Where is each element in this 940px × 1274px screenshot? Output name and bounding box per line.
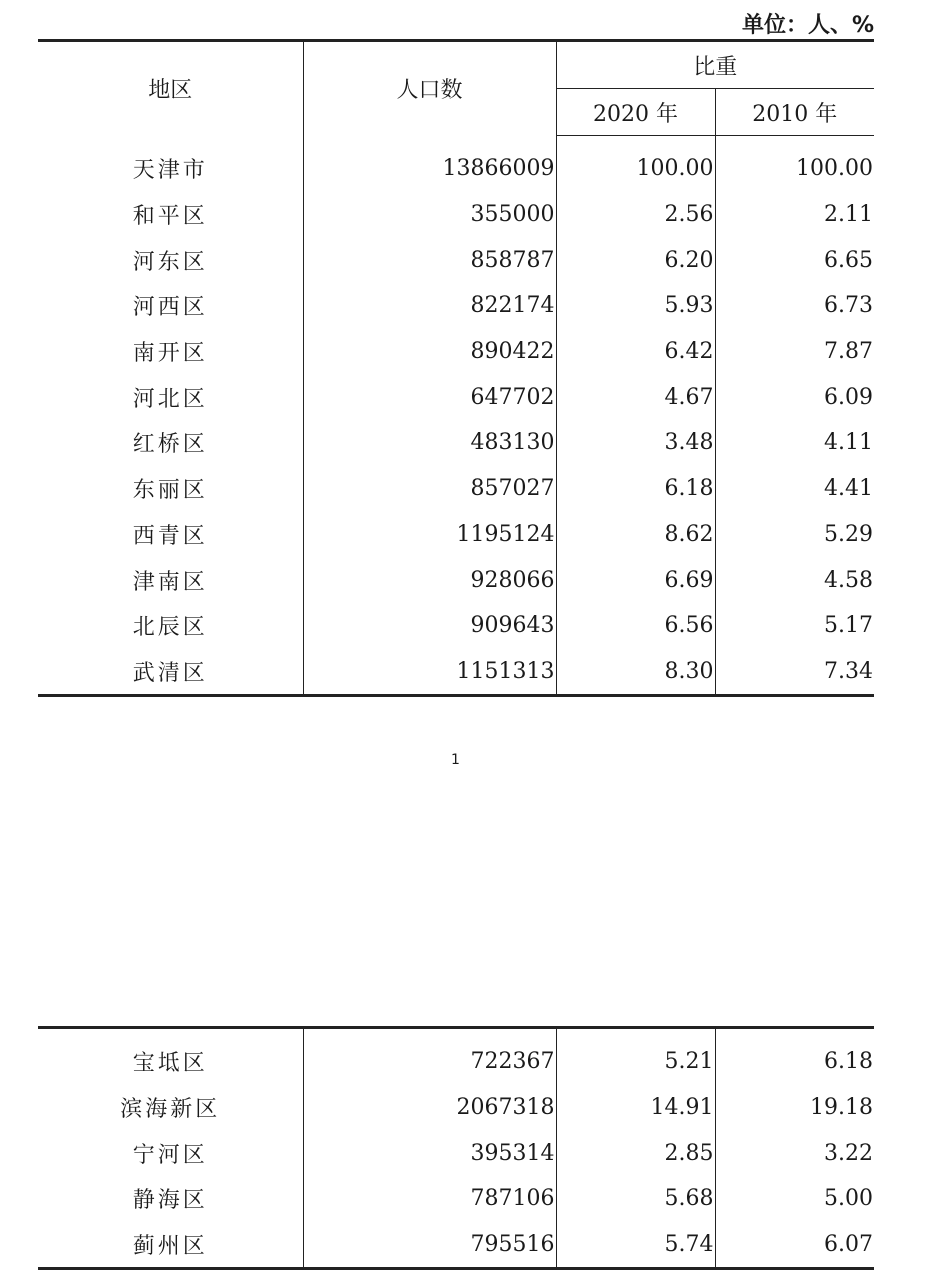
- table-row: [38, 192, 874, 238]
- share-2010-cell: 6.65: [824, 247, 874, 273]
- table-row: [38, 512, 874, 558]
- region-cell: 宝坻区: [38, 1028, 303, 1085]
- region-cell: 河北区: [38, 374, 303, 420]
- population-table-page1: [38, 39, 874, 697]
- share-2020-cell: 6.56: [556, 603, 715, 649]
- share-2020-cell: 100.00: [556, 136, 715, 192]
- region-cell: 河东区: [38, 237, 303, 283]
- share-2020-cell: 2.56: [556, 192, 715, 238]
- population-table-page2: [38, 1026, 874, 1270]
- region-cell: 西青区: [38, 512, 303, 558]
- share-2010-cell: 6.73: [824, 293, 874, 319]
- table-row: [38, 466, 874, 512]
- population-cell: 795516: [303, 1222, 556, 1269]
- region-cell: 和平区: [38, 192, 303, 238]
- share-2020-cell: 6.20: [556, 237, 715, 283]
- region-cell: 天津市: [38, 136, 303, 192]
- table-row: [38, 420, 874, 466]
- population-cell: 1151313: [303, 649, 556, 696]
- share-2020-cell: 6.18: [556, 466, 715, 512]
- share-2010-cell: 4.11: [824, 430, 874, 456]
- population-cell: 722367: [303, 1028, 556, 1085]
- share-2020-cell: 3.48: [556, 420, 715, 466]
- population-cell: 787106: [303, 1176, 556, 1222]
- header-share: 比重: [556, 41, 874, 89]
- share-2020-cell: 4.67: [556, 374, 715, 420]
- header-year-2020: 2020 年: [556, 89, 715, 136]
- table-row: [38, 136, 874, 192]
- region-cell: 红桥区: [38, 420, 303, 466]
- share-2010-cell: 5.17: [824, 613, 874, 639]
- share-2020-cell: 8.30: [556, 649, 715, 696]
- table-row: [38, 1028, 874, 1085]
- share-2010-cell: 4.41: [824, 476, 874, 502]
- share-2010-cell: 2.11: [824, 202, 874, 228]
- table-row: [38, 603, 874, 649]
- unit-label: 单位：人、%: [741, 13, 874, 38]
- region-cell: 宁河区: [38, 1130, 303, 1176]
- share-2020-cell: 6.42: [556, 329, 715, 375]
- share-2020-cell: 5.21: [556, 1028, 715, 1085]
- share-2020-cell: 5.93: [556, 283, 715, 329]
- population-cell: 647702: [303, 374, 556, 420]
- share-2010-cell: 3.22: [824, 1140, 873, 1166]
- region-cell: 武清区: [38, 649, 303, 696]
- table-row: [38, 374, 874, 420]
- table-row: [38, 557, 874, 603]
- table-row: [38, 283, 874, 329]
- population-cell: 857027: [303, 466, 556, 512]
- header-region: 地区: [38, 41, 303, 136]
- population-cell: 2067318: [303, 1085, 556, 1131]
- share-2020-cell: 5.74: [556, 1222, 715, 1269]
- region-cell: 东丽区: [38, 466, 303, 512]
- table-row: [38, 1176, 874, 1222]
- population-cell: 355000: [303, 192, 556, 238]
- region-cell: 南开区: [38, 329, 303, 375]
- table1-body: [38, 136, 874, 696]
- share-2020-cell: 14.91: [556, 1085, 715, 1131]
- share-2010-cell: 100.00: [796, 156, 874, 182]
- share-2010-cell: 5.00: [824, 1186, 873, 1212]
- share-2010-cell: 19.18: [810, 1095, 873, 1121]
- table-row: [38, 1085, 874, 1131]
- share-2020-cell: 5.68: [556, 1176, 715, 1222]
- population-cell: 909643: [303, 603, 556, 649]
- share-2010-cell: 6.09: [824, 384, 874, 410]
- share-2010-cell: 6.07: [824, 1232, 873, 1258]
- table-row: [38, 237, 874, 283]
- region-cell: 河西区: [38, 283, 303, 329]
- population-cell: 822174: [303, 283, 556, 329]
- population-cell: 483130: [303, 420, 556, 466]
- table-row: [38, 1222, 874, 1269]
- share-2010-cell: 5.29: [824, 521, 874, 547]
- region-cell: 北辰区: [38, 603, 303, 649]
- table-row: [38, 649, 874, 696]
- table-row: [38, 329, 874, 375]
- header-population: 人口数: [303, 41, 556, 136]
- share-2010-cell: 7.87: [824, 339, 874, 365]
- region-cell: 蓟州区: [38, 1222, 303, 1269]
- share-2010-cell: 7.34: [824, 658, 874, 684]
- population-cell: 858787: [303, 237, 556, 283]
- share-2010-cell: 6.18: [824, 1049, 873, 1075]
- table-row: [38, 1130, 874, 1176]
- share-2020-cell: 2.85: [556, 1130, 715, 1176]
- region-cell: 滨海新区: [38, 1085, 303, 1131]
- header-year-2010: 2010 年: [715, 89, 874, 136]
- page-number: 1: [451, 752, 460, 768]
- population-cell: 928066: [303, 557, 556, 603]
- table2-body: [38, 1028, 874, 1269]
- population-cell: 395314: [303, 1130, 556, 1176]
- region-cell: 静海区: [38, 1176, 303, 1222]
- region-cell: 津南区: [38, 557, 303, 603]
- population-cell: 1195124: [303, 512, 556, 558]
- share-2020-cell: 6.69: [556, 557, 715, 603]
- share-2010-cell: 4.58: [824, 567, 874, 593]
- share-2020-cell: 8.62: [556, 512, 715, 558]
- population-cell: 13866009: [303, 136, 556, 192]
- population-cell: 890422: [303, 329, 556, 375]
